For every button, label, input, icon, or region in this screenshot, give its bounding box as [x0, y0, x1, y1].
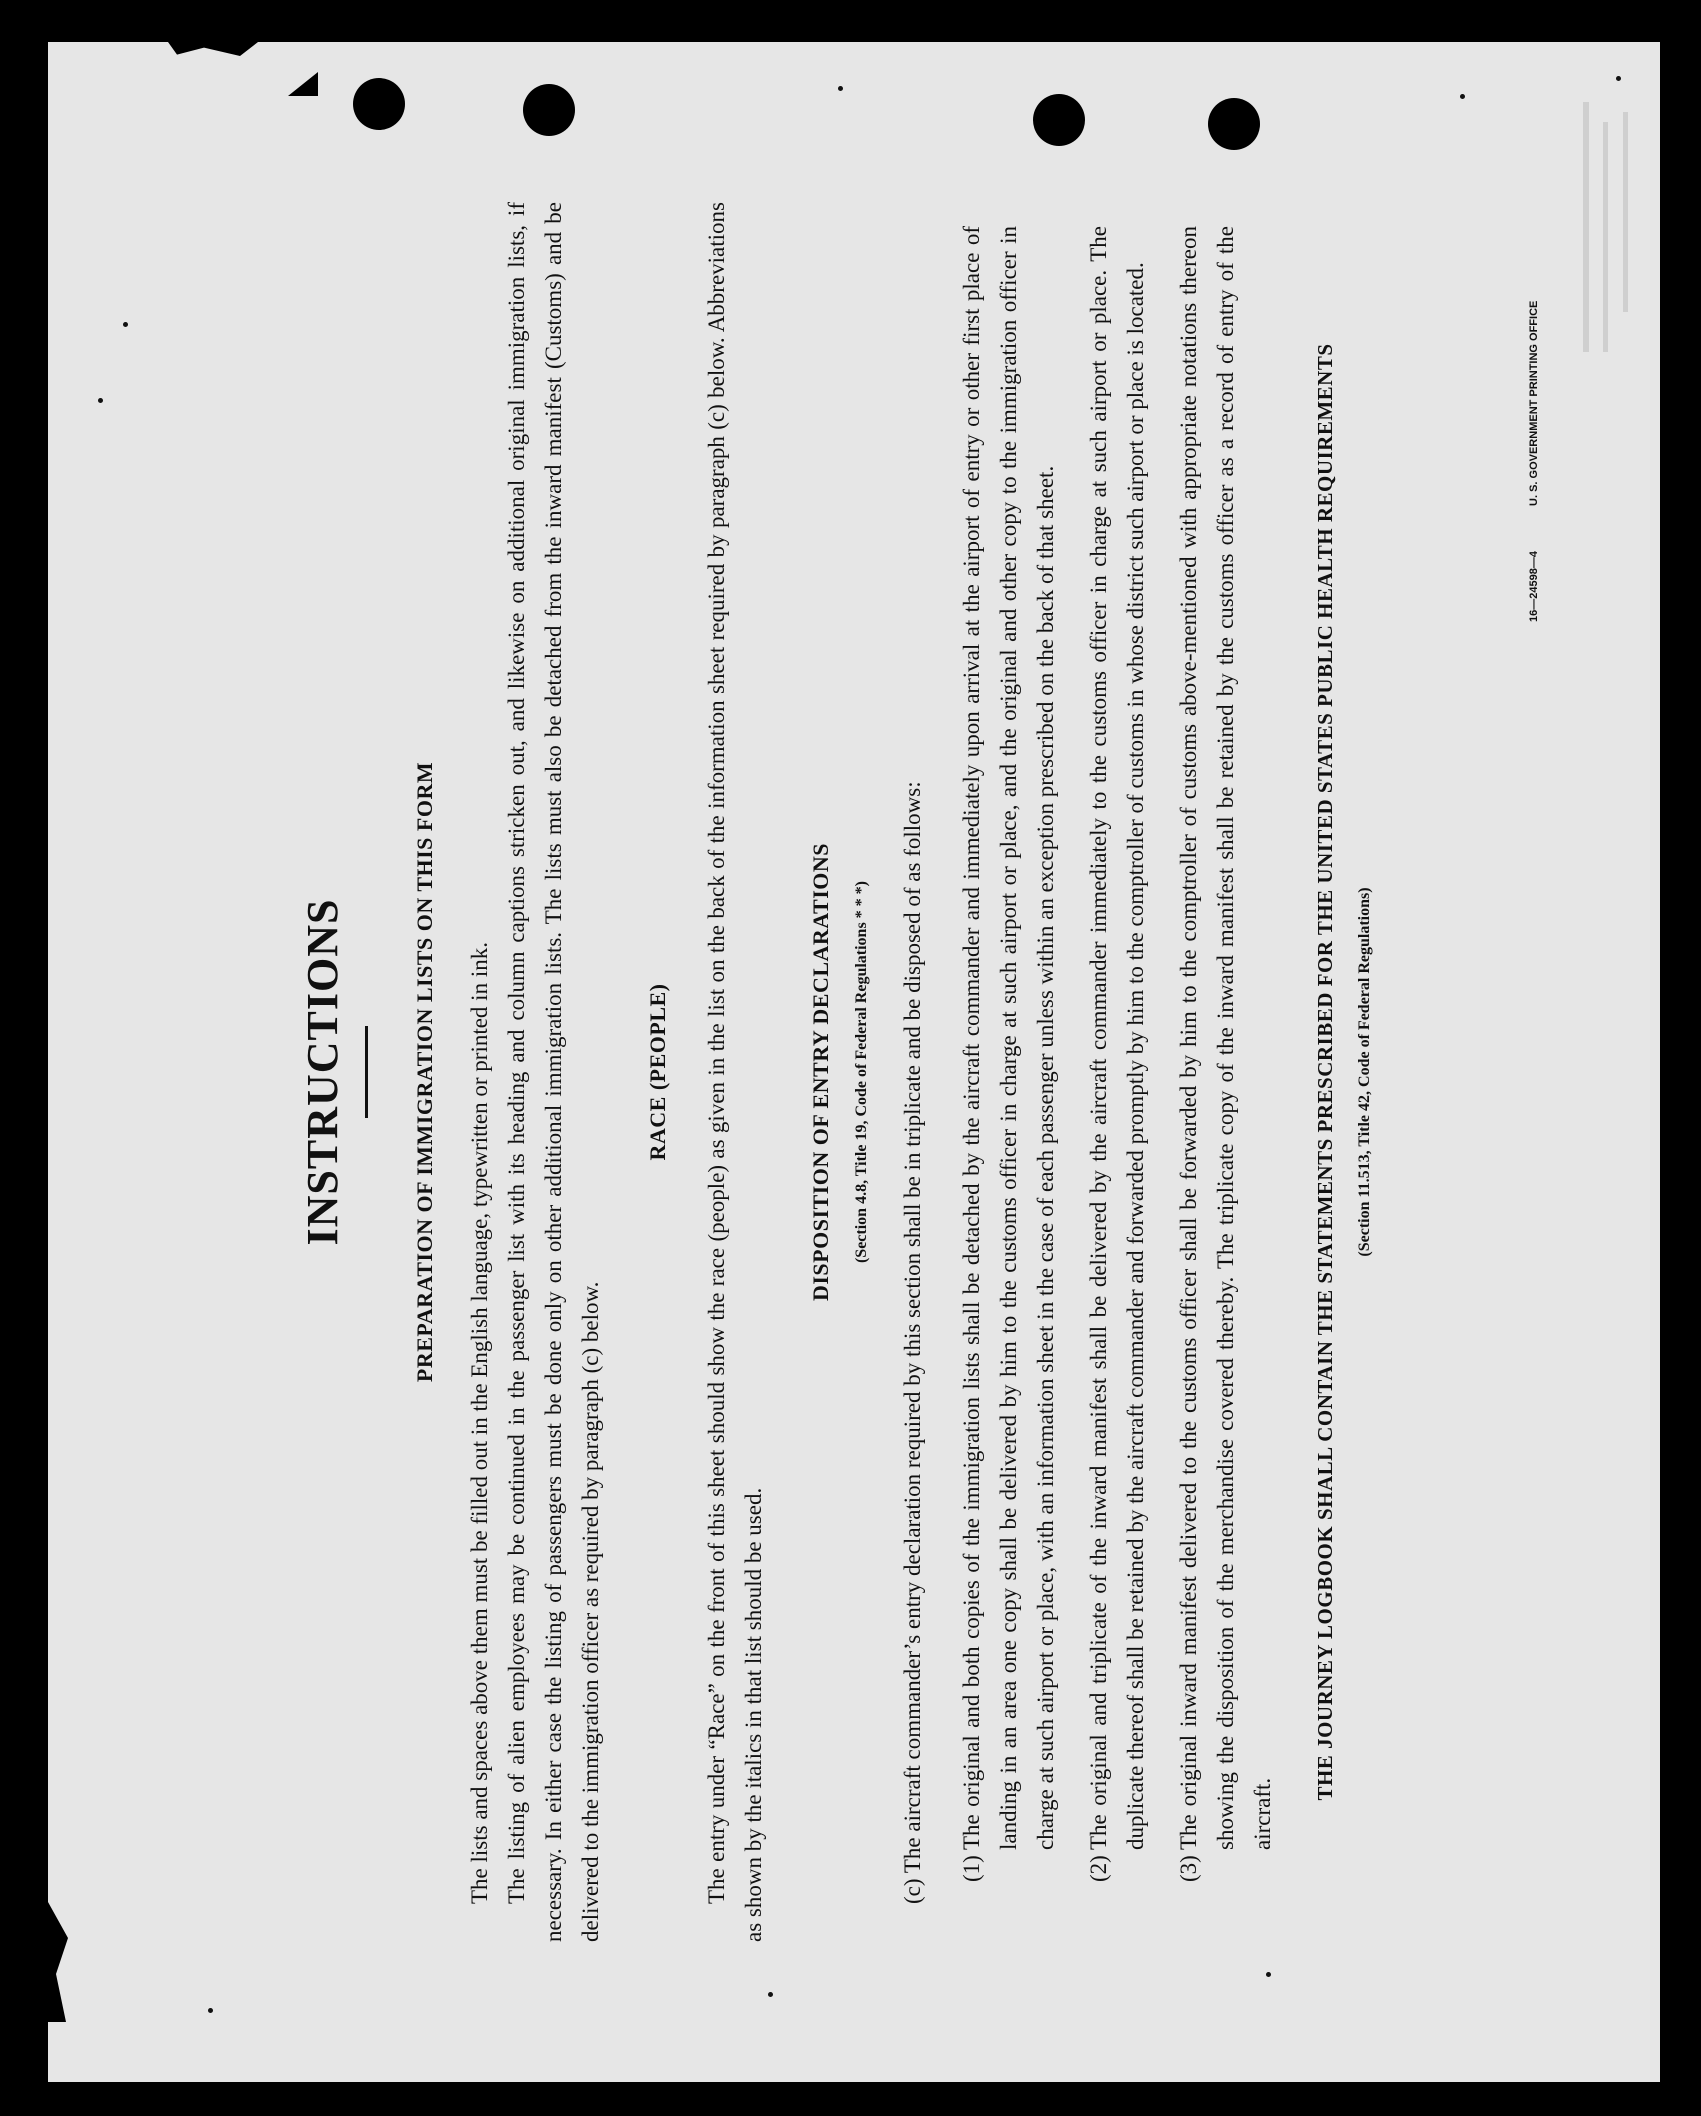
- punch-hole: [523, 84, 575, 136]
- section-heading-race: RACE (PEOPLE): [645, 983, 670, 1161]
- printer-name: U. S. GOVERNMENT PRINTING OFFICE: [1528, 300, 1540, 506]
- list-item-number: (1): [959, 1855, 984, 1882]
- list-item-number: (3): [1176, 1855, 1201, 1882]
- page-title: INSTRUCTIONS: [298, 898, 347, 1246]
- list-item-number: (2): [1086, 1855, 1111, 1882]
- section-heading-disposition: DISPOSITION OF ENTRY DECLARATIONS: [808, 842, 833, 1302]
- document-page: [48, 42, 1660, 2082]
- speck: [768, 1992, 773, 1997]
- bleed-through-shading: [1573, 102, 1643, 362]
- paragraph-alien-employees: The listing of alien employees may be continued in the passenger list with its heading and column captions stricken out, and likewise on additional original immigration lists, if necessary. In either case the listing of passengers must be done only on other additional immigration lists. The lists must also be detached from the inward manifest (Customs) and be delivered to the immigration officer as required by paragraph (c) below.: [504, 202, 603, 1942]
- speck: [98, 398, 103, 403]
- section-heading-preparation: PREPARATION OF IMMIGRATION LISTS ON THIS FORM: [412, 761, 437, 1383]
- list-item-text: The original inward manifest delivered to the customs officer shall be forwarded by him to the comptroller of customs above-mentioned with appropriate notations thereon showing the disposition of the merchandise covered thereby. The triplicate copy of the inward manifest shall be retained by the customs officer as a record of entry of the aircraft.: [1176, 226, 1275, 1850]
- section-heading-logbook: THE JOURNEY LOGBOOK SHALL CONTAIN THE STATEMENTS PRESCRIBED FOR THE UNITED STATES PUBLIC HEALTH REQUIREMENTS: [1313, 343, 1337, 1801]
- section-subheading-disposition: (Section 4.8, Title 19, Code of Federal Regulations * * *): [853, 880, 870, 1264]
- list-item: [1170, 202, 1281, 1942]
- paragraph-race: The entry under “Race” on the front of this sheet should show the race (people) as given in the list on the back of the information sheet required by paragraph (c) below. Abbreviations as shown by the italics in that list should be used.: [704, 202, 766, 1942]
- torn-edge: [168, 42, 258, 56]
- torn-edge: [48, 1902, 68, 2022]
- speck: [123, 322, 128, 327]
- speck: [1616, 76, 1621, 81]
- punch-hole: [353, 78, 405, 130]
- list-item: [1080, 202, 1154, 1942]
- title-underline: [365, 1026, 368, 1118]
- instructions-text-block: [293, 202, 1443, 1942]
- speck: [208, 2008, 213, 2013]
- form-number-line: [1528, 42, 1540, 622]
- list-item-text: The original and triplicate of the inward manifest shall be delivered by the aircraft commander immediately to the customs officer in charge at such airport or place. The duplicate thereof shall be retained by the aircraft commander and forwarded promptly by him to the comptroller of customs in whose district such airport or place is located.: [1086, 226, 1148, 1850]
- list-item-text: The original and both copies of the immigration lists shall be detached by the aircraft commander and immediately upon arrival at the airport of entry or other first place of landing in an area one copy shall be delivered by him to the customs officer in charge at such airport or place, and the original and other copy to the immigration officer in charge at such airport or place, with an information sheet in the case of each passenger unless within an exception prescribed on the back of that sheet.: [959, 226, 1058, 1850]
- speck: [1266, 1972, 1271, 1977]
- torn-edge: [288, 72, 318, 96]
- form-number: 16—24598—4: [1528, 551, 1540, 622]
- list-item: [953, 202, 1064, 1942]
- section-subheading-logbook: (Section 11.513, Title 42, Code of Federal Regulations): [1356, 887, 1373, 1257]
- paragraph-lists: The lists and spaces above them must be filled out in the English language, typewritten or printed in ink.: [467, 942, 492, 1904]
- punch-hole: [1208, 98, 1260, 150]
- paragraph-entry-declaration: (c) The aircraft commander’s entry declaration required by this section shall be in triplicate and be disposed of as follows:: [900, 781, 925, 1904]
- speck: [1460, 94, 1465, 99]
- punch-hole: [1033, 94, 1085, 146]
- speck: [838, 86, 843, 91]
